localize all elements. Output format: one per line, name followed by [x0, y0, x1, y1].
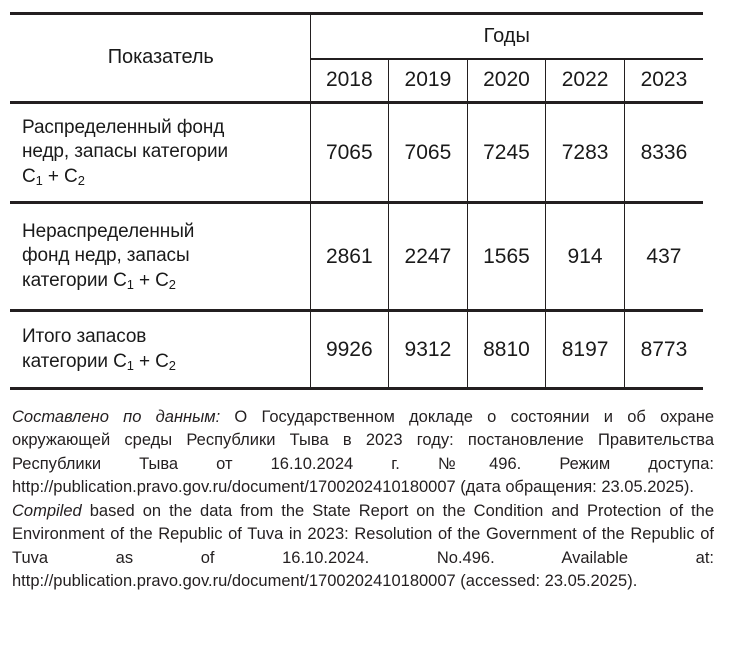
category-c2-subscript: 2	[168, 357, 176, 373]
row-label-line-1: Итого запасов	[22, 326, 147, 348]
row-label-distributed-fund	[10, 103, 310, 203]
row-label-line-3	[22, 351, 176, 372]
source-note-russian-lead: Составлено по данным:	[12, 408, 221, 426]
category-plus-c: + С	[42, 165, 78, 187]
table-cell-value: 7245	[467, 103, 546, 203]
row-label-line-2: недр, запасы категории	[22, 141, 229, 163]
table-cell-value-total: 8773	[624, 311, 703, 389]
column-header-year-2020: 2020	[467, 59, 546, 103]
table-cell-value: 914	[546, 203, 625, 311]
table-cell-value: 8336	[624, 103, 703, 203]
category-c2-subscript: 2	[77, 172, 85, 188]
category-c1-subscript: 1	[35, 172, 43, 188]
table-row	[10, 311, 703, 389]
table-cell-value: 7065	[310, 103, 389, 203]
table-cell-value: 2861	[310, 203, 389, 311]
column-header-year-2023: 2023	[624, 59, 703, 103]
table-cell-value-total: 9312	[389, 311, 468, 389]
category-c-symbol: С	[22, 165, 36, 187]
table-cell-value: 437	[624, 203, 703, 311]
table-cell-value: 7065	[389, 103, 468, 203]
table-cell-value: 2247	[389, 203, 468, 311]
source-note-russian-body: О Государственном докладе о состоянии и об охране окружающей среды Республики Тыва в 2023 году: постановление Правительства Республики Тыва от 16.10.2024 г. №496. Режим доступа: http://publication.pravo.gov.ru/document/1700202410180007 (дата обращения: 23.05.2025).	[12, 408, 714, 497]
table-cell-value: 7283	[546, 103, 625, 203]
column-header-indicator: Показатель	[10, 14, 310, 103]
category-c-symbol: категории С	[22, 269, 127, 291]
table-header-row-group	[10, 14, 703, 59]
row-label-line-1: Распределенный фонд	[22, 117, 225, 139]
table-header	[10, 14, 703, 103]
source-note-english-lead: Compiled	[12, 501, 82, 520]
document-page	[0, 12, 734, 659]
table-row	[10, 103, 703, 203]
column-header-year-2022: 2022	[546, 59, 625, 103]
source-note-english-body: based on the data from the State Report on the Condition and Protection of the Environment of the Republic of Tuva in 2023: Resolution of the Government of the Republic of Tuva as of 16.10.2024. No.496. Available at: http://publication.pravo.gov.ru/document/1700202410180007 (accessed: 23.05.2025).	[12, 501, 714, 590]
category-c-symbol: категории С	[22, 350, 127, 372]
column-header-year-2019: 2019	[389, 59, 468, 103]
table-row	[10, 203, 703, 311]
source-note-russian	[12, 406, 714, 500]
row-label-total-reserves	[10, 311, 310, 389]
table-cell-value-total: 8197	[546, 311, 625, 389]
column-group-header-years: Годы	[310, 14, 703, 59]
table-source-note	[12, 406, 714, 593]
reserves-table-container	[10, 12, 703, 390]
table-body	[10, 103, 703, 389]
category-c1-subscript: 1	[126, 357, 134, 373]
row-label-undistributed-fund	[10, 203, 310, 311]
mineral-reserves-table	[10, 12, 703, 390]
category-plus-c: + С	[133, 269, 169, 291]
category-plus-c: + С	[133, 350, 169, 372]
row-label-line-3	[22, 270, 176, 291]
column-header-year-2018: 2018	[310, 59, 389, 103]
category-c1-subscript: 1	[126, 276, 134, 292]
table-cell-value: 1565	[467, 203, 546, 311]
table-cell-value-total: 9926	[310, 311, 389, 389]
category-c2-subscript: 2	[168, 276, 176, 292]
table-cell-value-total: 8810	[467, 311, 546, 389]
row-label-line-2: фонд недр, запасы	[22, 245, 190, 267]
row-label-line-3	[22, 166, 85, 187]
source-note-english	[12, 500, 714, 594]
row-label-line-1: Нераспределенный	[22, 221, 195, 243]
